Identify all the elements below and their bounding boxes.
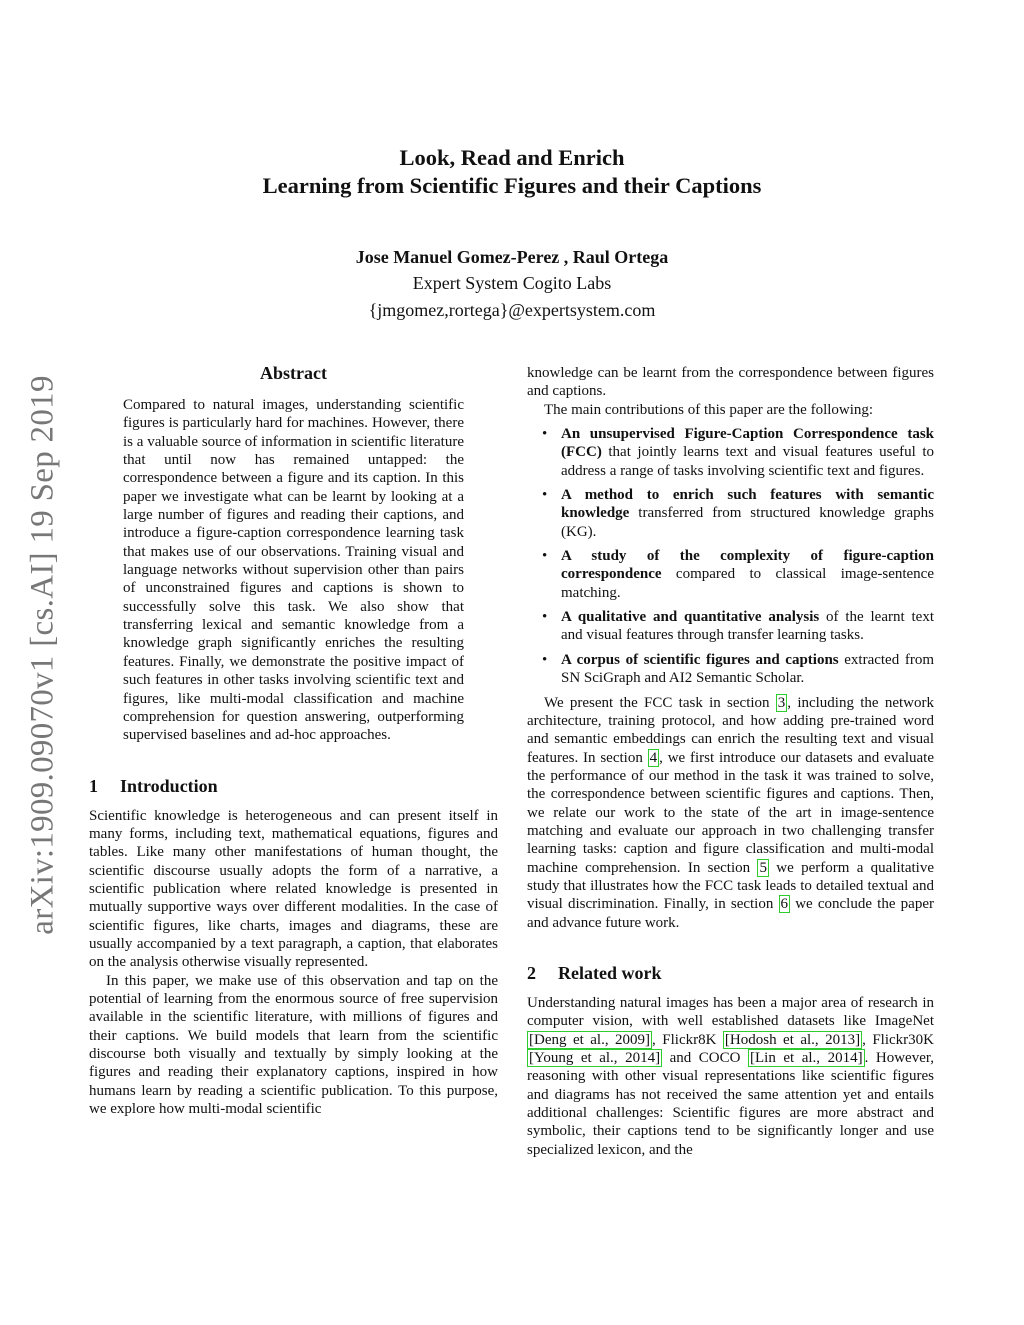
abstract-heading: Abstract — [260, 363, 327, 383]
contribution-item: • A study of the complexity of figure-caption correspondence compared to classical image-sentence matching. — [527, 547, 934, 602]
section-related-work-heading — [527, 962, 934, 984]
paper-email: {jmgomez,rortega}@expertsystem.com — [368, 300, 656, 320]
right-column — [527, 364, 934, 1159]
paper-title-line-2: Learning from Scientific Figures and their Captions — [262, 173, 762, 198]
section-ref-link[interactable]: 6 — [780, 896, 789, 913]
arxiv-side-stamp — [22, 370, 64, 940]
related-work-paragraph: Understanding natural images has been a major area of research in computer vision, with well established datasets like ImageNet [Deng et al., 2009] , Flickr8K [Hodosh et al., 2013] , Flickr30K [Young et al., 2014] and COCO [Lin et al., 2014] . However, reasoning with other visual representations like scientific figures and diagrams has not received the same attention yet and entails additional challenges: Scientific figures are more abstract and symbolic, their captions tend to be significantly longer and use specialized lexicon, and the — [527, 994, 935, 1158]
citation-link[interactable]: [Lin et al., 2014] — [750, 1050, 863, 1066]
citation-link[interactable]: [Young et al., 2014] — [529, 1050, 661, 1066]
contribution-item: • A qualitative and quantitative analysis of the learnt text and visual features through transfer learning tasks. — [527, 608, 934, 645]
section-ref-link[interactable]: 4 — [649, 749, 658, 766]
contribution-item: • An unsupervised Figure-Caption Correspondence task (FCC) that jointly learns text and visual features useful to address a range of tasks involving scientific text and figures. — [527, 425, 934, 480]
left-column — [89, 362, 498, 1118]
citation-link[interactable]: [Hodosh et al., 2013] — [724, 1031, 861, 1048]
paper-header — [90, 144, 934, 324]
paper-authors: Jose Manuel Gomez-Perez , Raul Ortega — [355, 247, 669, 267]
section-ref-link[interactable]: 3 — [777, 694, 786, 711]
section-title: Introduction — [120, 775, 218, 796]
intro-paragraph-2: In this paper, we make use of this observation and tap on the potential of learning from the enormous source of free supervision available in the scientific literature, with millions of figures and their captions. We build models that learn from the scientific discourse both visually and textually by simply looking at the figures and reading their explanatory captions, inspired in how humans learn by reading a scientific publication. To this purpose, we explore how multi-modal scientific — [89, 972, 498, 1118]
intro-paragraph-1: Scientific knowledge is heterogeneous and can present itself in many forms, including text, mathematical equations, figures and tables. Like many other manifestations of human thought, the scientific discourse usually adopts the form of a narrative, a scientific publication where related knowledge is presented in mutually supportive ways over different modalities. In the case of scientific figures, like charts, images and diagrams, these are usually accompanied by a text paragraph, a caption, that elaborates on the analysis otherwise visually represented. — [89, 807, 498, 971]
citation-link[interactable]: [Deng et al., 2009] — [529, 1031, 651, 1048]
contribution-item: • A corpus of scientific figures and captions extracted from SN SciGraph and AI2 Semantic Scholar. — [527, 651, 934, 688]
paper-affiliation: Expert System Cogito Labs — [412, 273, 612, 293]
intro-paragraph-continued: knowledge can be learnt from the correspondence between figures and captions. — [527, 365, 934, 400]
contributions-list — [527, 425, 934, 687]
contribution-item: • A method to enrich such features with semantic knowledge transferred from structured knowledge graphs (KG). — [527, 486, 934, 541]
paper-title-line-1: Look, Read and Enrich — [399, 145, 625, 170]
section-title: Related work — [558, 962, 662, 983]
section-introduction-heading — [89, 775, 498, 797]
overview-paragraph: We present the FCC task in section 3 , including the network architecture, training protocol, and how adding pre-trained word and semantic embeddings can enrich the resulting text and visual features. In section 4 , we first introduce our datasets and evaluate the performance of our method in the task it was trained to solve, the correspondence between scientific figures and captions. Then, we relate our work to the state of the art in image-sentence matching and evaluate our approach in two challenging transfer learning tasks: caption and figure classification and multi-modal machine comprehension. In section 5 we perform a qualitative study that illustrates how the FCC task leads to detailed textual and visual discrimination. Finally, in section 6 we conclude the paper and advance future work. — [527, 694, 935, 931]
section-number: 1 — [89, 775, 98, 796]
section-number: 2 — [527, 962, 536, 983]
arxiv-identifier: arXiv:1909.09070v1 [cs.AI] 19 Sep 2019 — [24, 375, 61, 935]
contributions-intro: The main contributions of this paper are the following: — [544, 401, 874, 418]
section-ref-link[interactable]: 5 — [759, 859, 767, 876]
abstract-text: Compared to natural images, understanding scientific figures is particularly hard for machines. However, there is a valuable source of information in scientific literature that until now has remained untapped: the correspondence between a figure and its caption. In this paper we investigate what can be learnt by looking at a large number of figures and reading their captions, and introduce a figure-caption correspondence learning task that makes use of our observations. Training visual and language networks without supervision other than pairs of unconstrained figures and captions is shown to successfully solve this task. We also show that transferring lexical and semantic knowledge from a knowledge graph significantly enriches the resulting features. Finally, we demonstrate the positive impact of such features in other tasks involving scientific text and figures, like multi-modal classification and machine comprehension for question answering, outperforming supervised baselines and ad-hoc approaches. — [123, 397, 464, 744]
